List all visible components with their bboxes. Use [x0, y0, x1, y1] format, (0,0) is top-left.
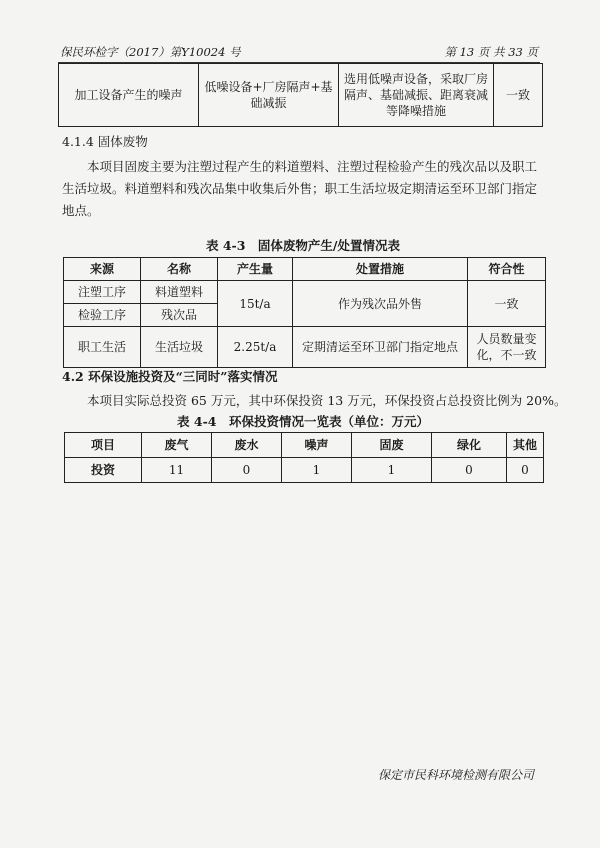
- noise-result: 一致: [494, 64, 543, 127]
- section-heading-42: 4.2 环保设施投资及“三同时”落实情况: [62, 369, 278, 384]
- cell: 注塑工序: [64, 281, 141, 304]
- table-4-4-caption: 表 4-4 环保投资情况一览表（单位：万元）: [177, 414, 429, 429]
- table-row: [59, 64, 543, 127]
- solid-waste-paragraph: 本项目固废主要为注塑过程产生的料道塑料、注塑过程检验产生的残次品以及职工生活垃圾。料道塑料和残次品集中收集后外售；职工生活垃圾定期清运至环卫部门指定地点。: [62, 159, 538, 218]
- col-header: 名称: [141, 258, 218, 281]
- cell: 定期清运至环卫部门指定地点: [293, 327, 468, 368]
- table-4-3-caption: 表 4-3 固体废物产生/处置情况表: [205, 238, 400, 253]
- page-number: 第 13 页 共 33 页: [444, 45, 538, 59]
- cell: 作为残次品外售: [293, 281, 468, 327]
- cell: 0: [432, 458, 507, 483]
- cell: 职工生活: [64, 327, 141, 368]
- report-number: 保民环检字（2017）第Y10024 号: [60, 45, 241, 59]
- page-header: [60, 44, 538, 62]
- col-header: 绿化: [432, 433, 507, 458]
- company-footer: 保定市民科环境检测有限公司: [377, 768, 534, 782]
- cell: 生活垃圾: [141, 327, 218, 368]
- investment-paragraph: 本项目实际总投资 65 万元，其中环保投资 13 万元，环保投资占总投资比例为 20%。: [87, 393, 567, 408]
- col-header: 项目: [65, 433, 142, 458]
- noise-source: 加工设备产生的噪声: [59, 64, 199, 127]
- table-row: [64, 258, 546, 281]
- cell: 检验工序: [64, 304, 141, 327]
- section-heading-414: 4.1.4 固体废物: [62, 134, 148, 149]
- noise-actual-measure: 选用低噪声设备，采取厂房隔声、基础减振、距离衰减等降噪措施: [339, 64, 494, 127]
- cell: 0: [507, 458, 544, 483]
- cell: 11: [142, 458, 212, 483]
- cell: 投资: [65, 458, 142, 483]
- cell: 人员数量变化，不一致: [468, 327, 546, 368]
- investment-table: [64, 432, 544, 483]
- noise-design-measure: 低噪设备+厂房隔声+基础减振: [199, 64, 339, 127]
- noise-table-continued: [58, 63, 543, 127]
- solid-waste-table: [63, 257, 546, 368]
- col-header: 噪声: [282, 433, 352, 458]
- col-header: 符合性: [468, 258, 546, 281]
- col-header: 其他: [507, 433, 544, 458]
- table-row: [65, 458, 544, 483]
- col-header: 废气: [142, 433, 212, 458]
- cell: 15t/a: [218, 281, 293, 327]
- col-header: 来源: [64, 258, 141, 281]
- cell: 料道塑料: [141, 281, 218, 304]
- cell: 1: [352, 458, 432, 483]
- cell: 1: [282, 458, 352, 483]
- col-header: 废水: [212, 433, 282, 458]
- cell: 一致: [468, 281, 546, 327]
- table-row: [65, 433, 544, 458]
- table-row: [64, 327, 546, 368]
- cell: 残次品: [141, 304, 218, 327]
- cell: 0: [212, 458, 282, 483]
- col-header: 产生量: [218, 258, 293, 281]
- col-header: 固废: [352, 433, 432, 458]
- cell: 2.25t/a: [218, 327, 293, 368]
- table-row: [64, 281, 546, 304]
- col-header: 处置措施: [293, 258, 468, 281]
